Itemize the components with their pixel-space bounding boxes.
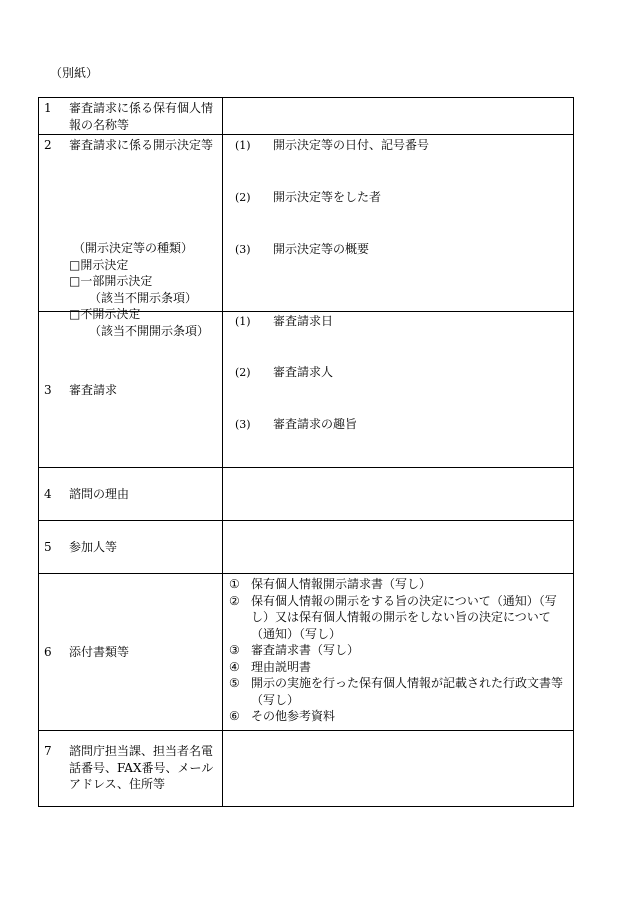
item-text: 開示決定等の概要: [273, 242, 370, 256]
row-7-content-cell[interactable]: [223, 731, 574, 807]
list-item: [235, 364, 333, 382]
list-item: [235, 241, 369, 259]
row-number: 4: [44, 486, 52, 501]
row-6-content-cell: [223, 574, 574, 731]
row-6-label-cell: [39, 574, 223, 731]
row-2-label-cell: [39, 135, 223, 338]
checkbox-nondisclosure: □不開示決定: [69, 307, 141, 321]
attachment-note: （別紙）: [50, 66, 99, 80]
checkbox-disclosure: □開示決定: [69, 257, 129, 272]
row-number: 6: [44, 644, 52, 659]
row-number: 2: [44, 138, 52, 152]
item-text: 保有個人情報の開示をする旨の決定について（通知）（写し）又は保有個人情報の開示をしない旨の決定について（通知）（写し）: [251, 593, 557, 641]
nondisclosure-clause: （該当不開開示条項）: [89, 323, 210, 338]
row-number: 5: [44, 539, 52, 554]
consultation-form-table: [38, 97, 574, 807]
table-row-3: [39, 312, 574, 468]
item-text: 保有個人情報開示請求書（写し）: [251, 577, 432, 591]
decision-types-heading: （開示決定等の種類）: [73, 241, 194, 255]
row-number: 7: [44, 744, 52, 758]
table-row-6: [39, 574, 574, 731]
row-5-content-cell[interactable]: [223, 521, 574, 574]
row-4-label-cell: [39, 468, 223, 521]
list-item: [229, 642, 567, 659]
list-item: [229, 708, 567, 725]
item-text: 審査請求書（写し）: [251, 643, 360, 657]
row-5-label-cell: [39, 521, 223, 574]
item-mark: ②: [229, 593, 240, 608]
row-1-content-cell[interactable]: [223, 98, 574, 135]
item-text: 審査請求日: [273, 314, 334, 328]
table-row-5: [39, 521, 574, 574]
table-row-4: [39, 468, 574, 521]
list-item: [235, 189, 381, 207]
list-item: [235, 313, 333, 331]
item-number: (2): [235, 191, 251, 204]
item-mark: ⑤: [229, 676, 240, 690]
item-mark: ③: [229, 643, 240, 657]
attachment-list: [223, 574, 573, 725]
table-row-7: [39, 731, 574, 807]
list-item: [229, 659, 567, 676]
row-label: 審査請求: [69, 382, 118, 397]
item-number: (1): [235, 315, 251, 328]
list-item: [229, 593, 567, 643]
list-item: [229, 675, 567, 708]
row-2-content-cell[interactable]: [223, 135, 574, 312]
item-mark: ⑥: [229, 709, 240, 723]
item-text: 開示の実施を行った保有個人情報が記載された行政文書等（写し）: [251, 676, 564, 707]
row-7-label-cell: [39, 731, 223, 807]
item-number: (1): [235, 139, 251, 152]
item-text: その他参考資料: [251, 709, 336, 723]
item-text: 審査請求の趣旨: [273, 417, 358, 431]
row-4-content-cell[interactable]: [223, 468, 574, 521]
table-row-1: [39, 98, 574, 135]
row-1-label-cell: [39, 98, 223, 135]
item-text: 理由説明書: [251, 659, 312, 674]
row-number: 3: [44, 382, 52, 397]
item-number: (3): [235, 243, 251, 256]
list-item: [235, 416, 357, 434]
row-label: 審査請求に係る開示決定等: [69, 138, 214, 152]
table-row-2: [39, 135, 574, 312]
row-3-content-cell[interactable]: [223, 312, 574, 468]
item-number: (2): [235, 366, 251, 379]
item-number: (3): [235, 418, 251, 431]
checkbox-partial-disclosure: □一部開示決定: [69, 274, 153, 288]
row-label: 参加人等: [69, 539, 118, 554]
row-label: 添付書類等: [69, 644, 130, 659]
row-label: 審査請求に係る保有個人情報の名称等: [69, 101, 214, 132]
item-mark: ④: [229, 659, 240, 674]
list-item: [229, 576, 567, 593]
list-item: [235, 137, 429, 155]
item-text: 開示決定等をした者: [273, 190, 382, 204]
item-text: 開示決定等の日付、記号番号: [273, 138, 430, 152]
item-mark: ①: [229, 577, 240, 591]
row-label: 諮問庁担当課、担当者名電話番号、FAX番号、メールアドレス、住所等: [69, 744, 214, 791]
row-label: 諮問の理由: [69, 486, 130, 501]
partial-nondisclosure-clause: （該当不開示条項）: [89, 290, 198, 305]
row-3-label-cell: [39, 312, 223, 468]
item-text: 審査請求人: [273, 365, 334, 379]
row-number: 1: [44, 101, 52, 115]
